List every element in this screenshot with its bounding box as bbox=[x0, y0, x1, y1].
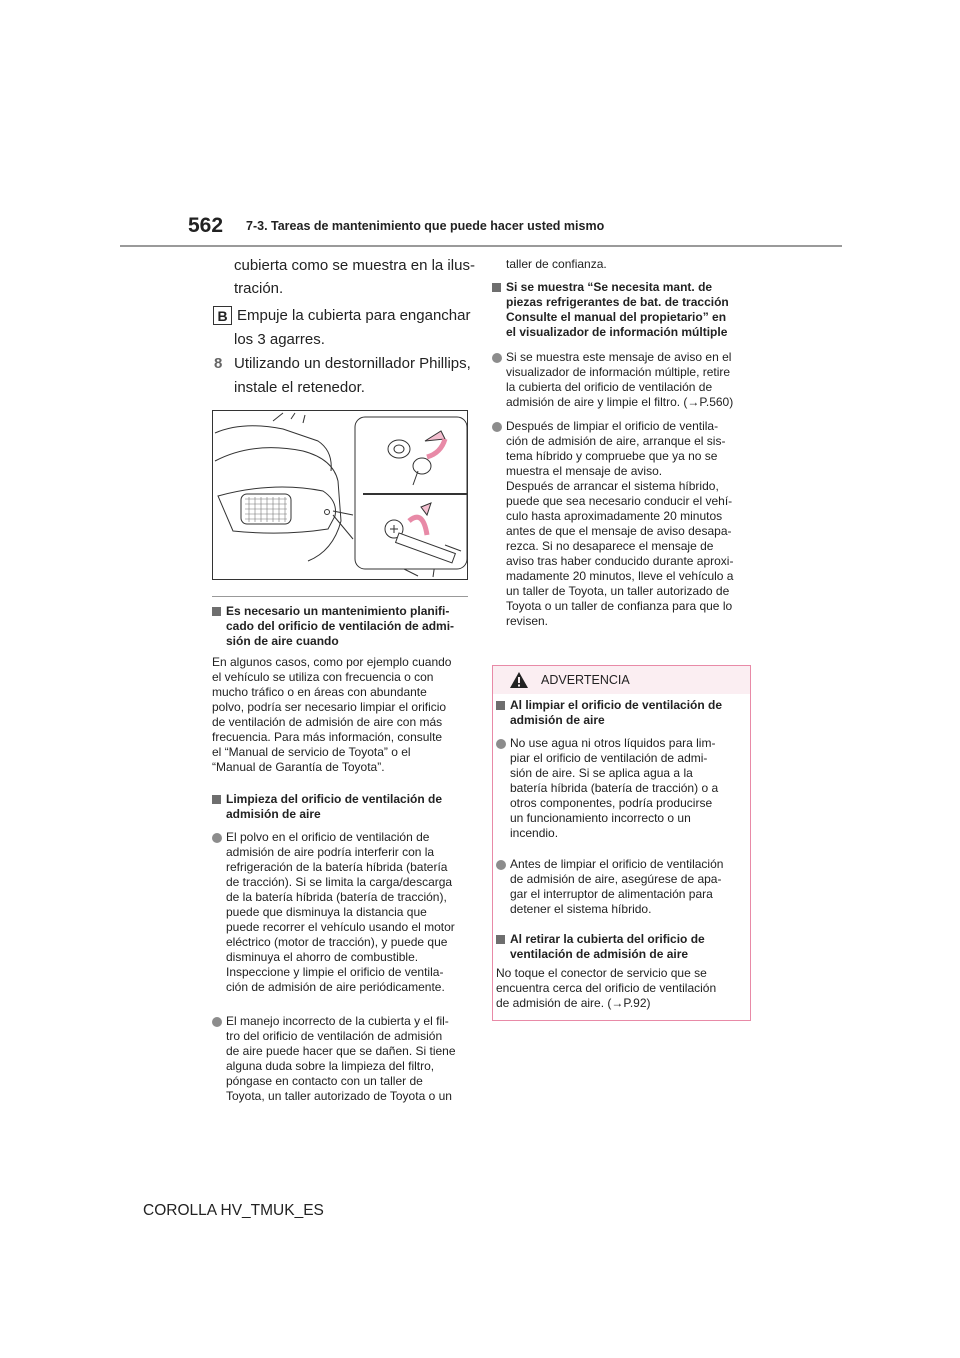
page-number: 562 bbox=[188, 214, 224, 237]
retainer-illustration bbox=[212, 410, 468, 580]
paragraph-planned-maintenance: En algunos casos, como por ejemplo cuando el vehículo se utiliza con frecuencia o con mucho tráfico o en áreas con abundante polvo, podría ser necesario limpiar el orificio de ventilación de admisión de aire con más frecuencia. Para más información, consulte el “Manual de servicio de Toyota” o el “Manual de Garantía de Toyota”. bbox=[212, 655, 452, 774]
bullet-after-cleaning: Después de limpiar el orificio de ventila- ción de admisión de aire, arranque el sis- tema híbrido y compruebe que ya no se muestra el mensaje de aviso. Después de arrancar el sistema híbrido, puede que sea necesario conducir el vehí- culo hasta aproximadamente 20 minutos antes de que el mensaje de aviso desapa- rezca. Si no desaparece el mensaje de aviso tras haber conducido durante aproxi- madamente 20 minutos, lleve el vehículo a un taller de Toyota, un taller autorizado de Toyota o un taller de confianza para que lo revisen. bbox=[492, 419, 762, 629]
step-b-line-1: Empuje la cubierta para enganchar bbox=[237, 307, 471, 324]
heading-warning-message: Si se muestra “Se necesita mant. de piezas refrigerantes de bat. de tracción Consulte el manual del propietario” en el visualizador de información múltiple bbox=[492, 280, 762, 340]
warning-bullet-power-off: Antes de limpiar el orificio de ventilación de admisión de aire, asegúrese de apa- gar el interruptor de alimentación para detener el sistema híbrido. bbox=[496, 857, 754, 917]
step-8-number: 8 bbox=[214, 355, 223, 372]
figure-bottom-rule bbox=[212, 596, 468, 597]
square-bullet-icon bbox=[492, 283, 501, 292]
section-title: 7-3. Tareas de mantenimiento que puede hacer usted mismo bbox=[246, 219, 605, 233]
warning-heading-removing: Al retirar la cubierta del orificio de ventilación de admisión de aire bbox=[496, 932, 754, 962]
step-b-line-2: los 3 agarres. bbox=[234, 331, 325, 348]
square-bullet-icon bbox=[212, 607, 221, 616]
square-bullet-icon bbox=[496, 701, 505, 710]
circle-bullet-icon bbox=[496, 860, 506, 870]
heading-planned-maintenance: Es necesario un mantenimiento planifi- cado del orificio de ventilación de admi- sión de aire cuando bbox=[212, 604, 482, 649]
step-label-b: B bbox=[213, 306, 232, 325]
step-continuation-line-1: cubierta como se muestra en la ilus- bbox=[234, 257, 475, 274]
warning-triangle-icon bbox=[509, 671, 529, 689]
paragraph-continuation: taller de confianza. bbox=[506, 257, 607, 271]
step-continuation-line-2: tración. bbox=[234, 280, 284, 297]
circle-bullet-icon bbox=[212, 833, 222, 843]
step-8-line-1: Utilizando un destornillador Phillips, bbox=[234, 355, 471, 372]
heading-cleaning: Limpieza del orificio de ventilación de admisión de aire bbox=[212, 792, 482, 822]
square-bullet-icon bbox=[212, 795, 221, 804]
warning-paragraph-connector: No toque el conector de servicio que se encuentra cerca del orificio de ventilación de admisión de aire. (→P.92) bbox=[496, 966, 717, 1010]
circle-bullet-icon bbox=[496, 739, 506, 749]
bullet-dust: El polvo en el orificio de ventilación de admisión de aire podría interferir con la refrigeración de la batería híbrida (batería de tracción). Si se limita la carga/descarga de la batería híbrida (batería de tracción), puede que disminuya la distancia que puede recorrer el vehículo usando el motor eléctrico (motor de tracción), y puede que disminuya el ahorro de combustible. Inspeccione y limpie el orificio de ventila- ción de admisión de aire periódicamente. bbox=[212, 830, 482, 995]
bullet-incorrect-handling: El manejo incorrecto de la cubierta y el fil- tro del orificio de ventilación de admisión de aire puede hacer que se dañen. Si tiene alguna duda sobre la limpieza del filtro, póngase en contacto con un taller de Toyota, un taller autorizado de Toyota o un bbox=[212, 1014, 482, 1104]
bullet-message-shown: Si se muestra este mensaje de aviso en el visualizador de información múltiple, retire la cubierta del orificio de ventilación de admisión de aire y limpie el filtro. (→P.560) bbox=[492, 350, 762, 410]
header-rule bbox=[120, 245, 842, 247]
warning-title: ADVERTENCIA bbox=[541, 673, 630, 687]
step-8-line-2: instale el retenedor. bbox=[234, 379, 365, 396]
warning-heading-cleaning: Al limpiar el orificio de ventilación de admisión de aire bbox=[496, 698, 754, 728]
circle-bullet-icon bbox=[492, 353, 502, 363]
warning-bullet-no-water: No use agua ni otros líquidos para lim- piar el orificio de ventilación de admi- sión de aire. Si se aplica agua a la batería híbrida (batería de tracción) o a otros componentes, podría producirse un funcionamiento incorrecto o un incendio. bbox=[496, 736, 754, 841]
square-bullet-icon bbox=[496, 935, 505, 944]
circle-bullet-icon bbox=[492, 422, 502, 432]
circle-bullet-icon bbox=[212, 1017, 222, 1027]
footer-model: COROLLA HV_TMUK_ES bbox=[143, 1202, 324, 1219]
